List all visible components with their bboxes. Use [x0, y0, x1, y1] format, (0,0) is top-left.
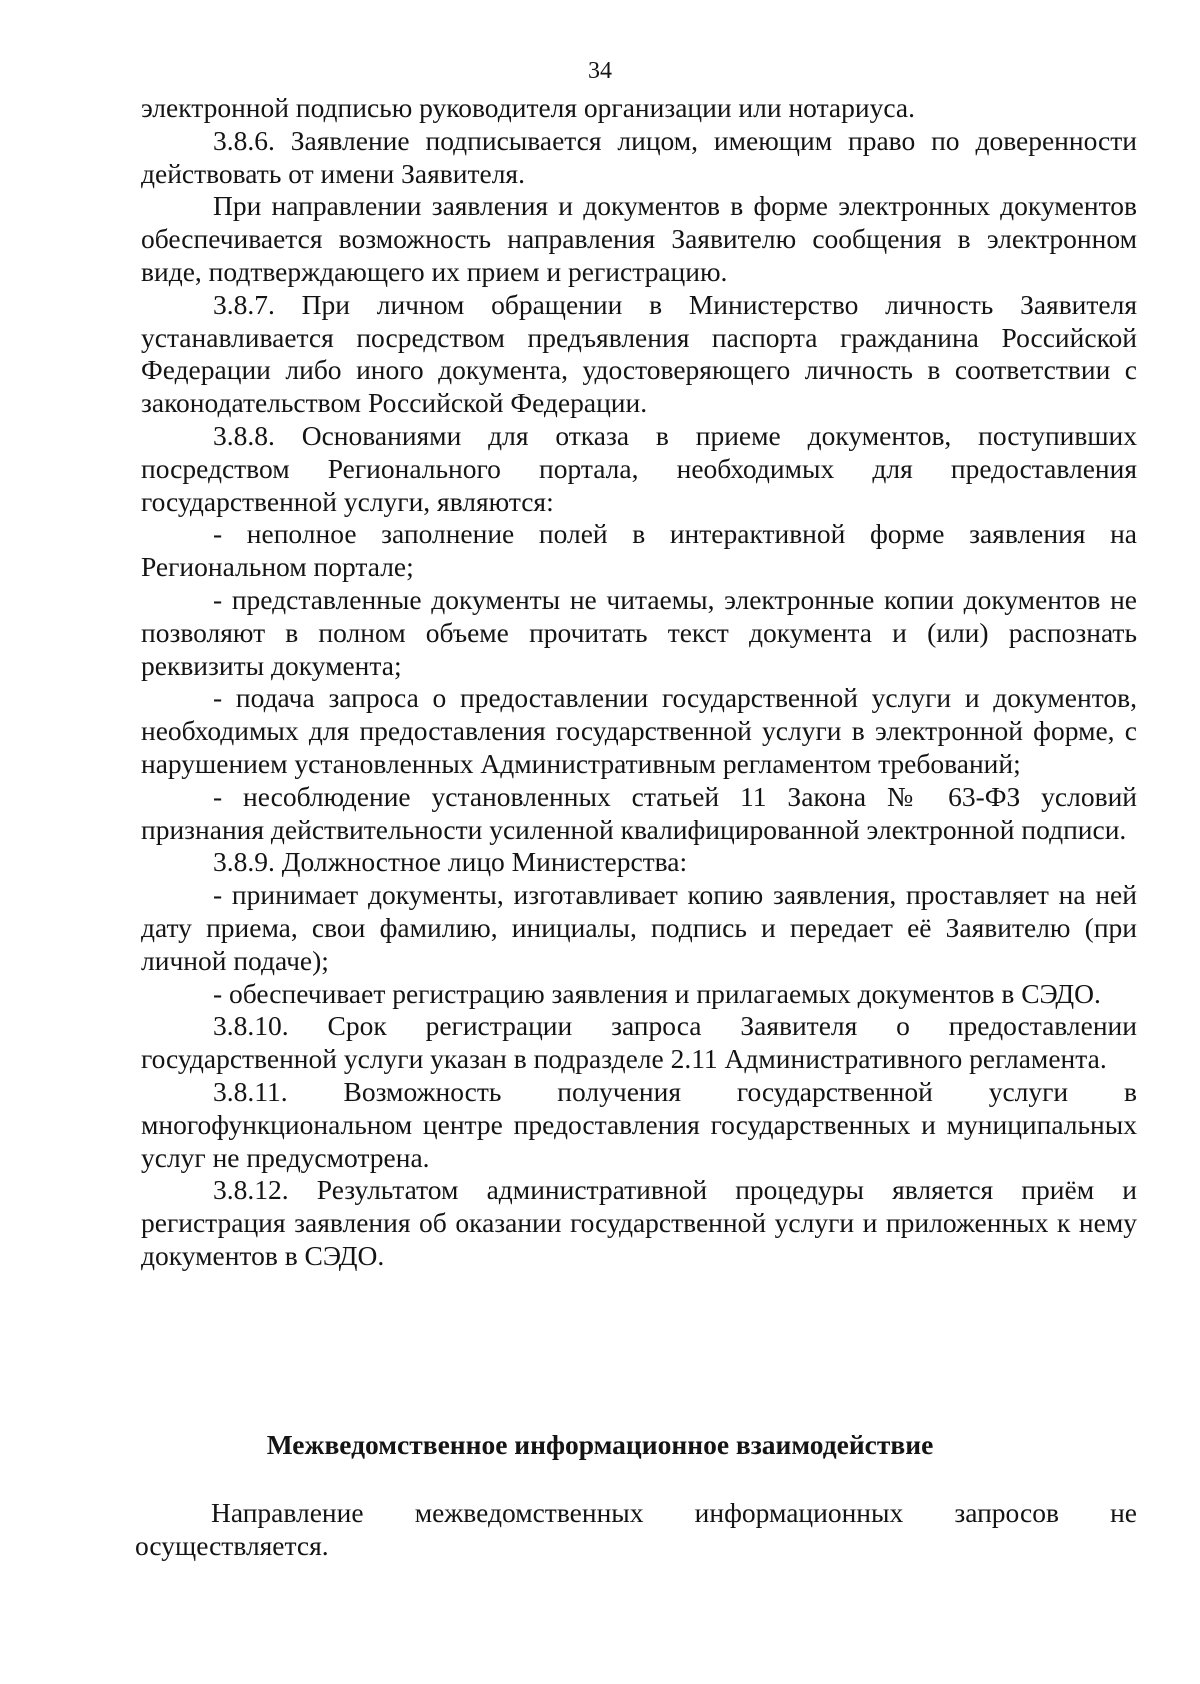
paragraph-3-8-11: 3.8.11. Возможность получения государственной услуги в многофункциональном центре предоставления государственных и муниципальных услуг не предусмотрена. — [141, 1075, 1137, 1173]
paragraph-3-8-6: 3.8.6. Заявление подписывается лицом, имеющим право по доверенности действовать от имени Заявителя. — [141, 124, 1137, 189]
list-item-unreadable-documents: - представленные документы не читаемы, электронные копии документов не позволяют в полном объеме прочитать текст документа и (или) распознать реквизиты документа; — [141, 583, 1137, 681]
list-item-signature-conditions: - несоблюдение установленных статьей 11 Закона № 63-ФЗ условий признания действительности усиленной квалифицированной электронной подписи. — [141, 780, 1137, 845]
list-item-incomplete-fields: - неполное заполнение полей в интерактивной форме заявления на Региональном портале; — [141, 518, 1137, 583]
closing-section — [135, 1497, 1137, 1563]
paragraph-3-8-7: 3.8.7. При личном обращении в Министерство личность Заявителя устанавливается посредством предъявления паспорта гражданина Российской Федерации либо иного документа, удостоверяющего личность в соответствии с законодательством Российской Федерации. — [141, 288, 1137, 419]
paragraph-interagency-requests: Направление межведомственных информационных запросов не осуществляется. — [135, 1497, 1137, 1561]
list-item-accepts-documents: - принимает документы, изготавливает копию заявления, проставляет на ней дату приема, свои фамилию, инициалы, подпись и передает её Заявителю (при личной подаче); — [141, 879, 1137, 976]
paragraph-3-8-8: 3.8.8. Основаниями для отказа в приеме документов, поступивших посредством Регионального портала, необходимых для предоставления государственной услуги, являются: — [141, 419, 1137, 517]
paragraph-3-8-12: 3.8.12. Результатом административной процедуры является приём и регистрация заявления об оказании государственной услуги и приложенных к нему документов в СЭДО. — [141, 1174, 1137, 1271]
paragraph-electronic-submission: При направлении заявления и документов в форме электронных документов обеспечивается возможность направления Заявителю сообщения в электронном виде, подтверждающего их прием и регистрацию. — [141, 190, 1137, 287]
list-item-requirements-violation: - подача запроса о предоставлении государственной услуги и документов, необходимых для предоставления государственной услуги в электронной форме, с нарушением установленных Административным регламентом требований; — [141, 682, 1137, 779]
document-body — [141, 92, 1137, 1273]
paragraph-continuation: электронной подписью руководителя организации или нотариуса. — [141, 92, 915, 123]
paragraph-3-8-9: 3.8.9. Должностное лицо Министерства: — [213, 846, 688, 878]
page-number: 34 — [588, 58, 612, 84]
section-heading: Межведомственное информационное взаимодействие — [266, 1429, 934, 1460]
paragraph-3-8-10: 3.8.10. Срок регистрации запроса Заявителя о предоставлении государственной услуги указан в подразделе 2.11 Административного регламента. — [141, 1010, 1137, 1075]
list-item-registration: - обеспечивает регистрацию заявления и прилагаемых документов в СЭДО. — [213, 977, 1101, 1009]
